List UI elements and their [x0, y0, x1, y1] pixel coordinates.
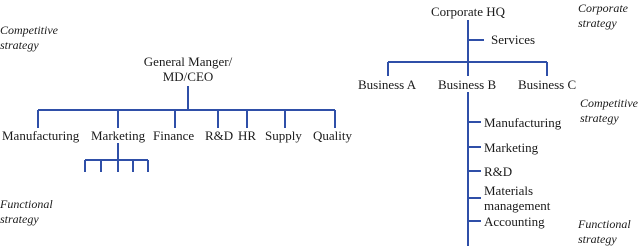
- function-manufacturing: Manufacturing: [2, 128, 80, 143]
- business-a-node: Business A: [358, 77, 417, 92]
- bb-function-marketing: Marketing: [484, 140, 539, 155]
- functional-strategy-label-right: Functional strategy: [578, 217, 631, 246]
- bb-function-accounting: Accounting: [484, 214, 545, 229]
- function-hr: HR: [238, 128, 257, 143]
- business-c-node: Business C: [518, 77, 577, 92]
- services-node: Services: [491, 32, 536, 47]
- bb-function-rnd: R&D: [484, 164, 513, 179]
- business-b-node: Business B: [438, 77, 497, 92]
- competitive-strategy-label-right: Competitive strategy: [580, 96, 638, 125]
- corporate-strategy-label: Corporate strategy: [578, 1, 629, 30]
- function-rnd: R&D: [205, 128, 234, 143]
- bb-function-manufacturing: Manufacturing: [484, 115, 562, 130]
- competitive-strategy-label-left: Competitive strategy: [0, 23, 58, 52]
- function-quality: Quality: [313, 128, 352, 143]
- general-manager-node: General Manger/ MD/CEO: [143, 54, 233, 84]
- function-finance: Finance: [153, 128, 195, 143]
- function-marketing: Marketing: [91, 128, 146, 143]
- bb-function-materials-management: Materials management: [484, 183, 551, 213]
- function-supply: Supply: [265, 128, 302, 143]
- functional-strategy-label-left: Functional strategy: [0, 197, 53, 226]
- corporate-hq-node: Corporate HQ: [430, 4, 506, 19]
